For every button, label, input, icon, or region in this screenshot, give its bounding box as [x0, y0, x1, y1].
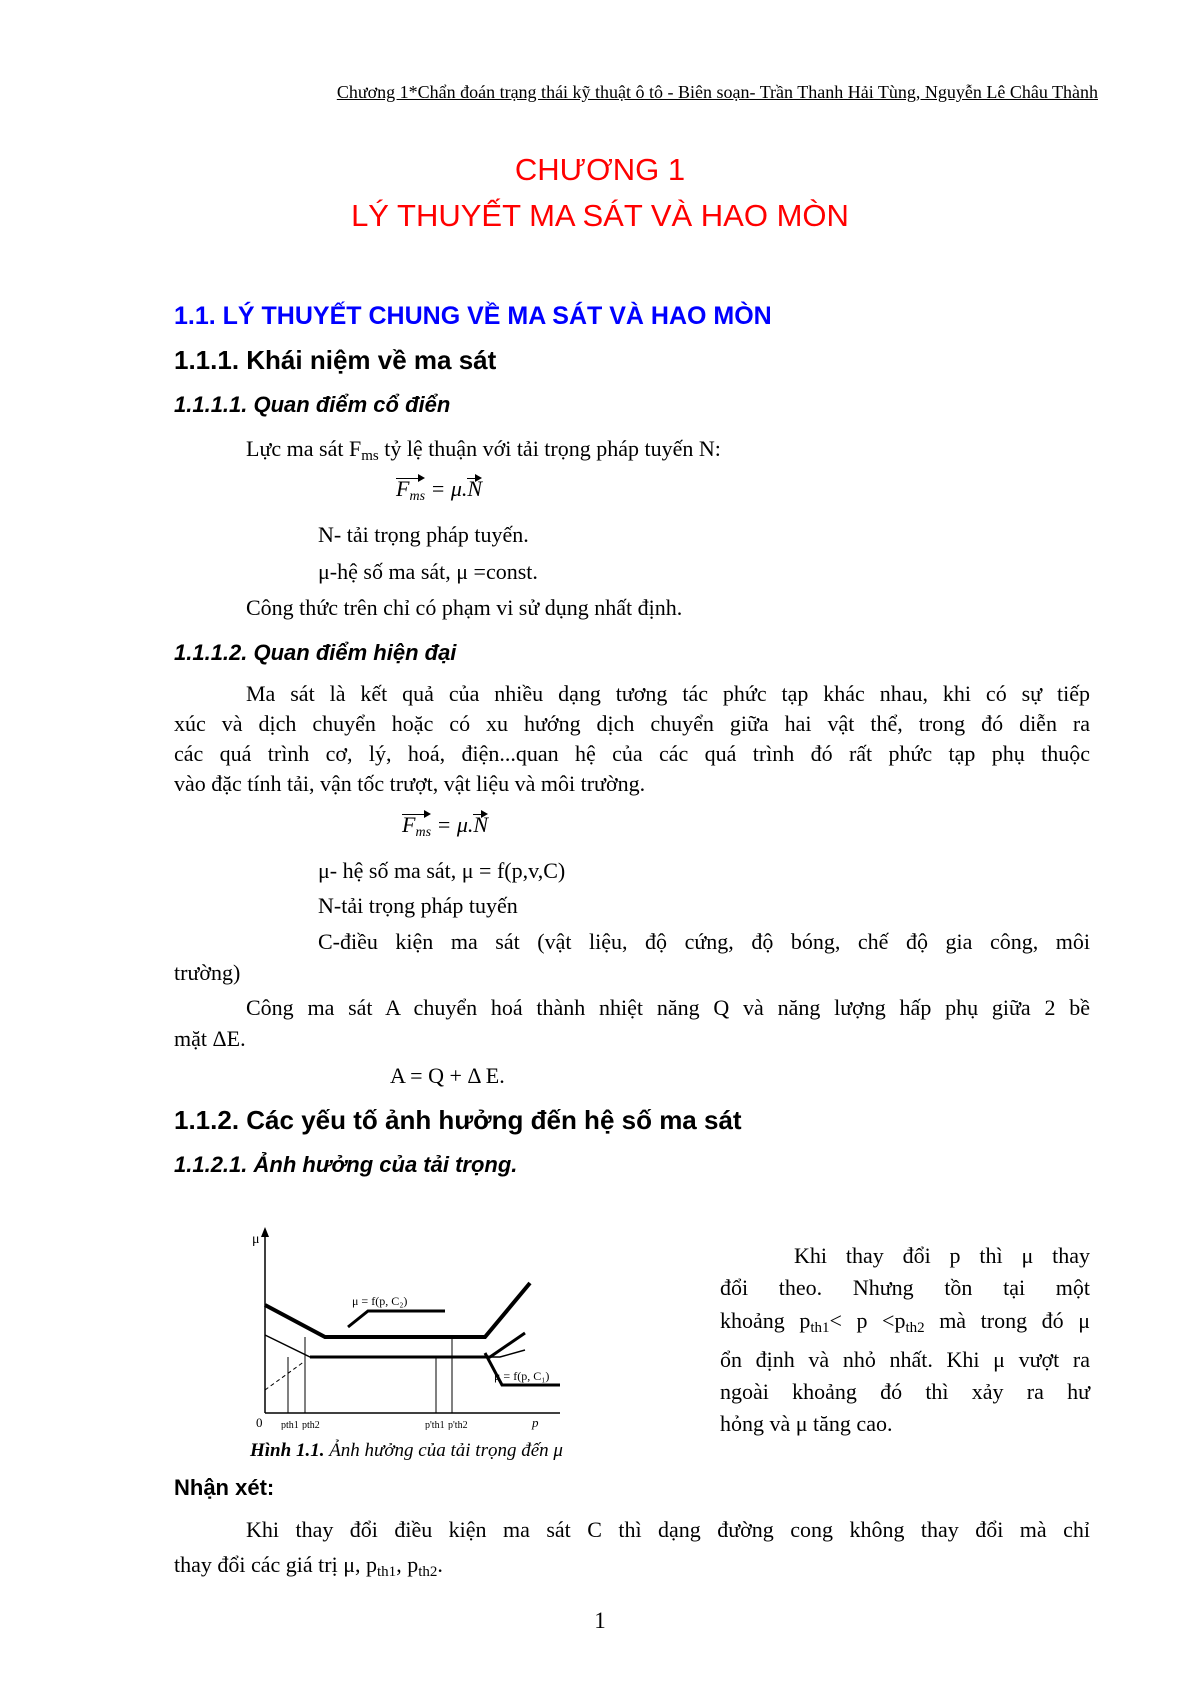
section-heading-1-1-1-1: 1.1.1.1. Quan điểm cổ điển [174, 392, 451, 417]
section-heading-1-1-1-2: 1.1.1.2. Quan điểm hiện đại [174, 640, 457, 665]
para-line: vào đặc tính tải, vận tốc trượt, vật liệu và môi trường. [174, 771, 646, 796]
classical-statement: Lực ma sát Fms tỷ lệ thuận với tải trọng pháp tuyến N: [246, 436, 721, 464]
x-axis-label: p [532, 1415, 539, 1430]
n-definition: N- tải trọng pháp tuyến. [318, 522, 529, 547]
tick-pth2: pth2 [302, 1420, 320, 1430]
section-heading-1-1: 1.1. LÝ THUYẾT CHUNG VỀ MA SÁT VÀ HAO MÒN [174, 302, 772, 330]
para-line: xúc và dịch chuyển hoặc có xu hướng dịch chuyển giữa hai vật thể, trong đó diễn ra [174, 711, 1090, 736]
friction-formula-2: $F_{ms} = \mu.N$ [402, 812, 489, 840]
figure-caption: Hình 1.1. Ảnh hưởng của tải trọng đến μ [250, 1440, 563, 1461]
mu-definition: μ-hệ số ma sát, μ =const. [318, 559, 538, 584]
running-header: Chương 1*Chẩn đoán trạng thái kỹ thuật ô tô - Biên soạn- Trần Thanh Hải Tùng, Nguyễn Lê Châu Thành [336, 82, 1098, 102]
side-line: Khi thay đổi p thì μ thay [794, 1243, 1090, 1268]
tick-p-th1: p'th1 [425, 1420, 445, 1430]
remark-line-2: thay đổi các giá trị μ, pth1, pth2. [174, 1552, 443, 1580]
origin-label: 0 [256, 1415, 263, 1430]
remark-line-1: Khi thay đổi điều kiện ma sát C thì dạng đường cong không thay đổi mà chỉ [246, 1517, 1090, 1542]
friction-load-diagram [240, 1225, 640, 1430]
side-line: hỏng và μ tăng cao. [720, 1411, 893, 1437]
y-axis-arrow [261, 1227, 269, 1237]
label-c1: μ = f(p, C₁) [494, 1369, 550, 1383]
para-line: các quá trình cơ, lý, hoá, điện...quan hệ của các quá trình đó rất phức tạp phụ thuộc [174, 741, 1090, 766]
remark-heading: Nhận xét: [174, 1475, 275, 1500]
friction-formula-1: $F_{ms} = \mu.N$ [396, 476, 483, 504]
c-definition-cont: trường) [174, 960, 241, 985]
section-heading-1-1-2: 1.1.2. Các yếu tố ảnh hưởng đến hệ số ma sát [174, 1105, 742, 1135]
mu-function-definition: μ- hệ số ma sát, μ = f(p,v,C) [318, 858, 566, 883]
y-axis-label: μ [252, 1232, 260, 1247]
chapter-number: CHƯƠNG 1 [514, 152, 686, 187]
tick-p-th2: p'th2 [448, 1420, 468, 1430]
label-c2: μ = f(p, C₂) [352, 1294, 408, 1308]
page-number: 1 [594, 1608, 606, 1633]
side-line: ngoài khoảng đó thì xảy ra hư [720, 1379, 1090, 1405]
work-statement: Công ma sát A chuyển hoá thành nhiệt năng Q và năng lượng hấp phụ giữa 2 bề [246, 995, 1090, 1020]
c-definition: C-điều kiện ma sát (vật liệu, độ cứng, độ bóng, chế độ gia công, môi [318, 929, 1090, 954]
chapter-title: LÝ THUYẾT MA SÁT VÀ HAO MÒN [351, 198, 849, 233]
work-statement-cont: mặt ΔE. [174, 1026, 246, 1051]
figure-side-text [720, 1240, 1090, 1441]
scope-note: Công thức trên chỉ có phạm vi sử dụng nhất định. [246, 595, 683, 620]
section-heading-1-1-1: 1.1.1. Khái niệm về ma sát [174, 345, 497, 375]
side-line: ổn định và nhỏ nhất. Khi μ vượt ra [720, 1346, 1090, 1372]
energy-equation: A = Q + Δ E. [390, 1063, 505, 1088]
curve-dashed-start [265, 1361, 305, 1390]
tick-pth1: pth1 [281, 1420, 299, 1430]
leader-c2 [348, 1311, 445, 1327]
section-heading-1-1-2-1: 1.1.2.1. Ảnh hưởng của tải trọng. [174, 1152, 518, 1177]
n-definition-2: N-tải trọng pháp tuyến [318, 893, 518, 918]
side-line: đổi theo. Nhưng tồn tại một [720, 1275, 1090, 1301]
side-line: khoảng pth1< p <pth2 mà trong đó μ [720, 1307, 1090, 1336]
para-line: Ma sát là kết quả của nhiều dạng tương tác phức tạp khác nhau, khi có sự tiếp [246, 681, 1090, 706]
